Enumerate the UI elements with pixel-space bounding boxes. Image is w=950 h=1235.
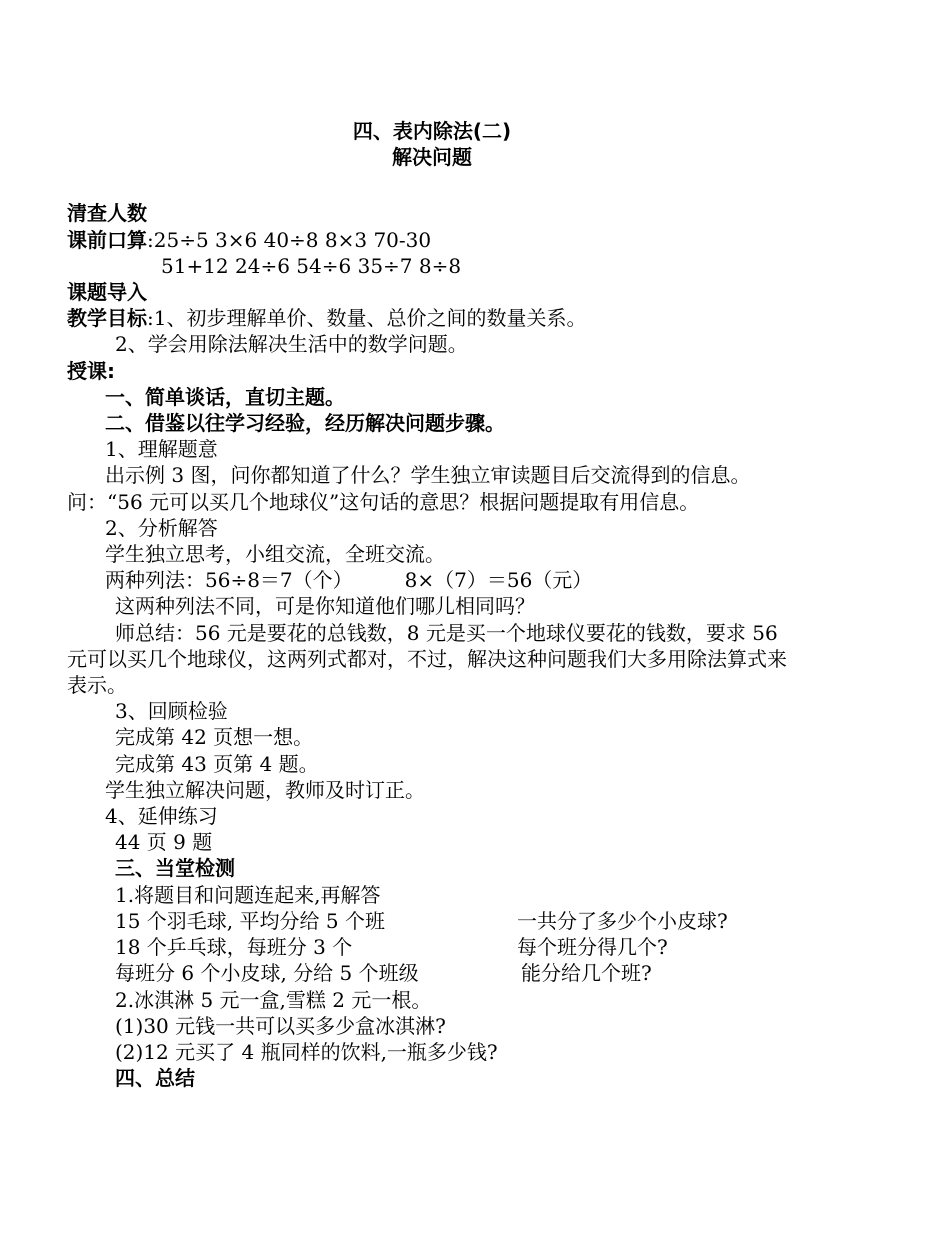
step-3-item-a: 完成第 42 页想一想。 — [115, 725, 314, 750]
question-2-part-2: (2)12 元买了 4 瓶同样的饮料,一瓶多少钱? — [115, 1039, 498, 1064]
document-subtitle: 解决问题 — [392, 145, 472, 170]
match-right: 一共分了多少个小皮球? — [517, 908, 728, 933]
goal-item-2: 2、学会用除法解决生活中的数学问题。 — [115, 332, 468, 357]
question-1: 1.将题目和问题连起来,再解答 — [115, 882, 381, 907]
goal-item-1: :1、初步理解单价、数量、总价之间的数量关系。 — [147, 306, 587, 331]
step-4-item: 44 页 9 题 — [115, 830, 213, 855]
step-1-heading: 1、理解题意 — [105, 437, 218, 462]
mental-math-label: 课前口算 — [67, 227, 147, 252]
step-4-heading: 4、延伸练习 — [105, 804, 218, 829]
match-row — [67, 934, 797, 960]
document-page — [67, 118, 797, 1091]
spacer — [67, 170, 797, 200]
summary-paragraph: 师总结：56 元是要花的总钱数，8 元是买一个地球仪要花的钱数，要求 56 元可以买几个地球仪，这两列式都对，不过，解决这种问题我们大多用除法算式来表示。 — [67, 620, 787, 698]
step-3-item-b: 完成第 43 页第 4 题。 — [115, 751, 319, 776]
match-left: 18 个乒乓球，每班分 3 个 — [115, 935, 353, 960]
step-1-paragraph: 出示例 3 图，问你都知道了什么？学生独立审读题目后交流得到的信息。问：“56 元可以买几个地球仪”这句话的意思？根据问题提取有用信息。 — [67, 463, 751, 514]
match-left: 每班分 6 个小皮球, 分给 5 个班级 — [115, 961, 419, 986]
step-2-paragraph: 学生独立思考，小组交流，全班交流。 — [105, 542, 445, 567]
question-2: 2.冰淇淋 5 元一盒,雪糕 2 元一根。 — [115, 987, 432, 1012]
part-3-heading: 三、当堂检测 — [115, 856, 235, 881]
teach-heading: 授课: — [67, 358, 115, 383]
document-title: 四、表内除法(二) — [352, 119, 512, 143]
match-row — [67, 908, 797, 934]
mental-math-items-1: :25÷5 3×6 40÷8 8×3 70-30 — [147, 227, 432, 252]
match-left: 15 个羽毛球, 平均分给 5 个班 — [115, 908, 385, 933]
match-right: 能分给几个班? — [521, 961, 652, 986]
step-2-heading: 2、分析解答 — [105, 515, 218, 540]
two-methods-line — [67, 567, 797, 593]
match-right: 每个班分得几个? — [517, 935, 668, 960]
mental-math-line-1 — [67, 227, 797, 253]
mental-math-line-2: 51+12 24÷6 54÷6 35÷7 8÷8 — [161, 253, 462, 278]
method-a: 两种列法：56÷8＝7（个） — [105, 568, 353, 593]
question-2-part-1: (1)30 元钱一共可以买多少盒冰淇淋? — [115, 1013, 446, 1038]
part-2-heading: 二、借鉴以往学习经验，经历解决问题步骤。 — [105, 411, 505, 436]
part-1-heading: 一、简单谈话，直切主题。 — [105, 384, 345, 409]
match-row — [67, 960, 797, 986]
method-b: 8×（7）＝56（元） — [404, 568, 593, 593]
intro-heading: 课题导入 — [67, 280, 147, 305]
part-4-heading: 四、总结 — [115, 1066, 195, 1091]
step-3-heading: 3、回顾检验 — [115, 699, 228, 724]
roll-call-heading: 清查人数 — [67, 201, 147, 226]
question-line: 这两种列法不同，可是你知道他们哪儿相同吗？ — [115, 594, 535, 619]
goal-line-1 — [67, 305, 797, 331]
step-3-item-c: 学生独立解决问题，教师及时订正。 — [105, 777, 425, 802]
goal-label: 教学目标 — [67, 306, 147, 331]
